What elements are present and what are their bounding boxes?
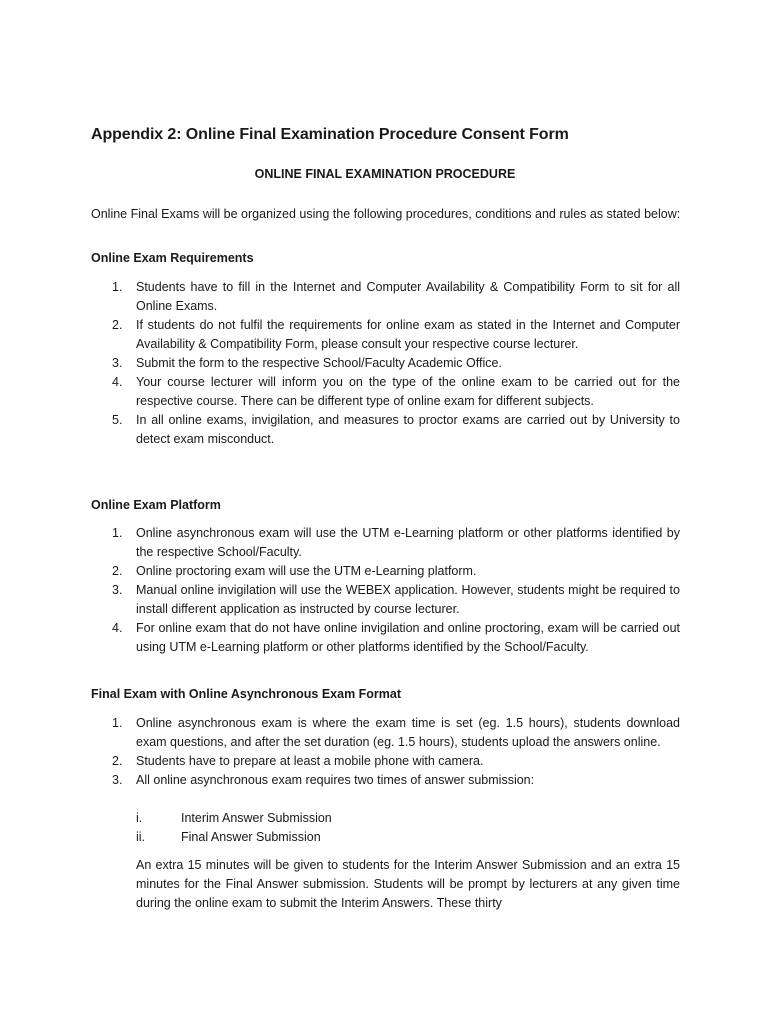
list-item-text: Online asynchronous exam will use the UTM e-Learning platform or other platforms identified by the respective School/Faculty. [136,526,680,559]
list-item [0,373,770,411]
list-item-number: 2. [112,564,123,578]
list-item-number: 5. [112,413,123,427]
list-item [0,581,770,619]
intro-paragraph: Online Final Exams will be organized using the following procedures, conditions and rules as stated below: [91,207,681,221]
list-item-text: Students have to fill in the Internet and Computer Availability & Compatibility Form to sit for all Online Exams. [136,280,680,313]
document-title: Appendix 2: Online Final Examination Procedure Consent Form [91,126,569,143]
sub-list-item-text: Interim Answer Submission [181,811,332,825]
list-item [0,714,770,752]
list-item-number: 1. [112,280,123,294]
list-item-number: 3. [112,583,123,597]
requirements-list [0,278,770,449]
list-item [0,354,770,373]
list-item [0,524,770,562]
list-item-number: 4. [112,375,123,389]
list-item-text: Students have to prepare at least a mobile phone with camera. [136,754,484,768]
asynchronous-list [0,714,770,790]
asynchronous-heading: Final Exam with Online Asynchronous Exam Format [91,687,402,701]
platform-list [0,524,770,657]
list-item [0,619,770,657]
list-item-number: 2. [112,754,123,768]
list-item-text: For online exam that do not have online invigilation and online proctoring, exam will be carried out using UTM e-Learning platform or other platforms identified by the School/Faculty. [136,621,680,654]
list-item-number: 2. [112,318,123,332]
list-item-number: 3. [112,773,123,787]
list-item-number: 3. [112,356,123,370]
list-item [0,562,770,581]
list-item-text: Online proctoring exam will use the UTM e-Learning platform. [136,564,477,578]
submission-paragraph: An extra 15 minutes will be given to students for the Interim Answer Submission and an extra 15 minutes for the Final Answer submission. Students will be prompt by lecturers at any given time during the online exam to submit the Interim Answers. These thirty [136,858,680,910]
list-item-text: In all online exams, invigilation, and measures to proctor exams are carried out by University to detect exam misconduct. [136,413,680,446]
list-item-text: Manual online invigilation will use the WEBEX application. However, students might be required to install different application as instructed by course lecturer. [136,583,680,616]
list-item-number: 4. [112,621,123,635]
sub-list-item-number: ii. [136,830,146,844]
list-item-number: 1. [112,526,123,540]
requirements-heading: Online Exam Requirements [91,251,254,265]
list-item-text: Online asynchronous exam is where the exam time is set (eg. 1.5 hours), students download exam questions, and after the set duration (eg. 1.5 hours), students upload the answers online. [136,716,680,749]
list-item-text: Submit the form to the respective School/Faculty Academic Office. [136,356,502,370]
list-item [0,316,770,354]
list-item [0,411,770,449]
sub-list-item-text: Final Answer Submission [181,830,321,844]
list-item-text: If students do not fulfil the requirements for online exam as stated in the Internet and Computer Availability & Compatibility Form, please consult your respective course lecturer. [136,318,680,351]
list-item [0,752,770,771]
list-item-text: All online asynchronous exam requires two times of answer submission: [136,773,535,787]
procedure-subtitle: ONLINE FINAL EXAMINATION PROCEDURE [254,167,516,181]
platform-heading: Online Exam Platform [91,498,221,512]
list-item [0,278,770,316]
list-item-number: 1. [112,716,123,730]
list-item [0,771,770,790]
sub-list-item-number: i. [136,811,143,825]
list-item-text: Your course lecturer will inform you on the type of the online exam to be carried out for the respective course. There can be different type of online exam for different subjects. [136,375,680,408]
